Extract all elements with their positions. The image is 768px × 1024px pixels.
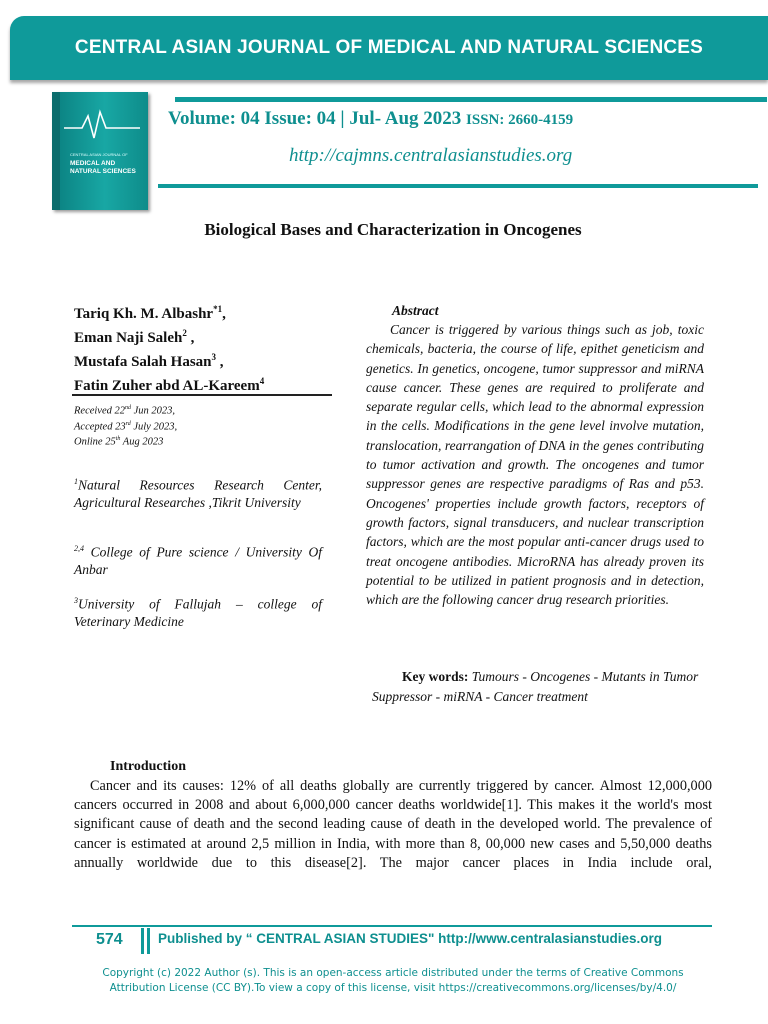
journal-name: CENTRAL ASIAN JOURNAL OF MEDICAL AND NATURAL SCIENCES	[74, 37, 704, 58]
journal-banner	[10, 16, 768, 80]
affiliation-2: $^{2,4}$ College of Pure science / University Of Anbar	[74, 544, 322, 577]
license-link[interactable]: Attribution License (CC BY).To view a copy of this license, visit https://creativecommons.org/licenses/by/4.0/	[109, 982, 677, 994]
author-list	[74, 300, 354, 396]
keywords-label: Key words:	[402, 669, 469, 684]
header-rule-top	[175, 97, 767, 102]
page-number: 574	[96, 931, 123, 948]
keywords-text: Tumours - Oncogenes - Mutants in Tumor Suppressor - miRNA - Cancer treatment	[372, 669, 699, 704]
date-online: Online 25th Aug 2023	[74, 436, 164, 448]
author-divider	[72, 394, 332, 396]
keywords	[372, 667, 712, 706]
journal-cover-image	[52, 92, 148, 210]
abstract-text: Cancer is triggered by various things such as job, toxic chemicals, bacteria, the course of life, epithet geneticism and genetics. In genetics, oncogene, tumor suppressor and miRNA cause cancer. These genes are required to proliferate and separate regular cells, which lead to the abnormal expression in the cells. Modifications in the gene level involve mutation, translocation, rearrangation of DNA in the genes contributing to tumor activation and growth. The oncogenes and tumor suppressor genes are respective paradigms of Ras and p53. Oncogenes' properties include growth factors, receptors of growth factors, signal transducers, and nuclear transcription factors, which are the most popular anti-cancer drugs used to treat oncogene antibodies. MicroRNA has already proven its potential to be utilized in patient prognosis and in detection, which are the following cancer drug research priorities.	[366, 322, 704, 608]
heartbeat-icon	[64, 108, 140, 142]
affiliation-3: $^3$University of Fallujah – college of Veterinary Medicine	[74, 596, 322, 629]
cover-title: MEDICAL AND NATURAL SCIENCES	[70, 160, 136, 175]
cover-spine	[52, 92, 60, 210]
issn: ISSN: 2660-4159	[466, 112, 574, 128]
volume-issue: Volume: 04 Issue: 04 | Jul- Aug 2023	[168, 108, 462, 129]
copyright-line: Copyright (c) 2022 Author (s). This is an open-access article distributed under the terms of Creative Commons	[102, 967, 684, 979]
publisher-link[interactable]: Published by “ CENTRAL ASIAN STUDIES" http://www.centralasianstudies.org	[158, 931, 662, 946]
article-title: Biological Bases and Characterization in Oncogenes	[204, 220, 582, 239]
introduction-text: Cancer and its causes: 12% of all deaths globally are currently triggered by cancer. Almost 12,000,000 cancers occurred in 2008 and about 6,000,000 cancer deaths worldwide[1]. This makes it the world's most significant cause of death and the second leading cause of death in the developed world. The prevalence of cancer is estimated at around 2,5 million in India, with more than 8, 00,000 new cases and 5,50,000 deaths annually worldwide due to this disease[2]. The major cancer places in India include oral,	[74, 778, 712, 871]
date-received: Received 22nd Jun 2023,	[74, 405, 176, 417]
footer-rule	[72, 925, 712, 927]
abstract-heading: Abstract	[392, 303, 439, 318]
author-item: Mustafa Salah Hasan$^3$ ,	[74, 352, 224, 370]
volume-line	[168, 108, 573, 130]
affiliation-1: $^1$Natural Resources Research Center, Agricultural Researches ,Tikrit University	[74, 477, 322, 510]
introduction-heading: Introduction	[110, 759, 186, 774]
header-rule-bottom	[158, 184, 758, 188]
article-dates	[74, 402, 334, 449]
author-item: Tariq Kh. M. Albashr$^{*1}$,	[74, 304, 226, 322]
copyright-notice	[0, 966, 768, 996]
cover-small-text: CENTRAL ASIAN JOURNAL OF	[70, 152, 128, 157]
author-item: Fatin Zuher abd AL-Kareem$^4$	[74, 376, 265, 394]
journal-url-link[interactable]: http://cajmns.centralasianstudies.org	[289, 145, 573, 166]
footer-divider-bar	[147, 928, 150, 954]
author-item: Eman Naji Saleh$^2$ ,	[74, 328, 195, 346]
footer-divider-bar	[141, 928, 144, 954]
date-accepted: Accepted 23rd July 2023,	[74, 420, 178, 432]
